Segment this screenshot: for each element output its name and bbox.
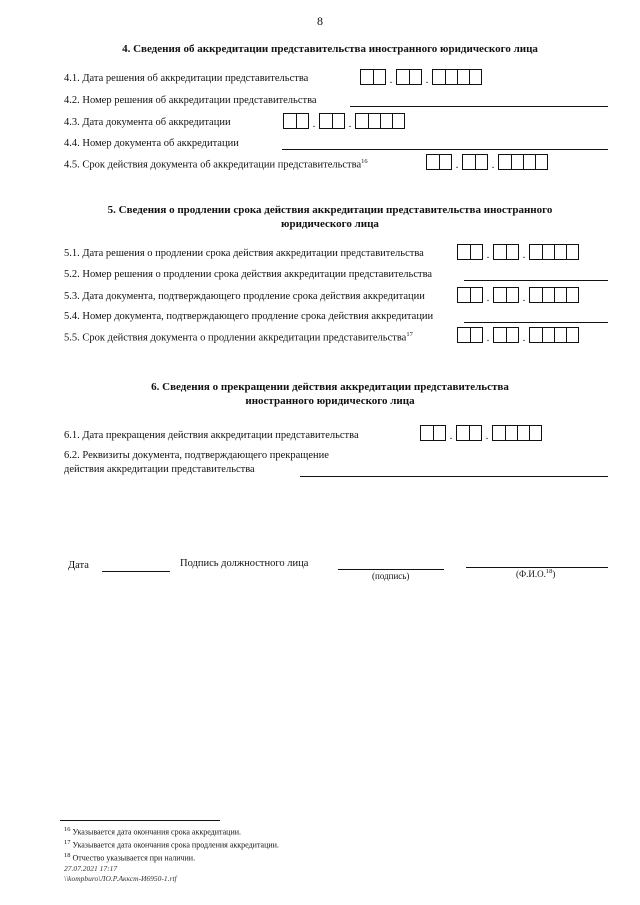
section-4-title: 4. Сведения об аккредитации представительства иностранного юридического лица — [122, 43, 538, 55]
section-6-title: 6. Сведения о прекращении действия аккредитации представительства иностранного юридического лица — [151, 381, 509, 407]
field-5-5-date[interactable] — [457, 328, 579, 343]
footnote-18: $^{18}$ Отчество указывается при наличии. — [64, 852, 196, 863]
year-boxes[interactable] — [498, 154, 548, 170]
day-boxes[interactable] — [360, 69, 386, 85]
date-label: Дата — [68, 560, 89, 571]
field-5-1-date[interactable] — [457, 245, 579, 260]
day-boxes[interactable] — [457, 327, 483, 343]
signature-line[interactable] — [338, 569, 444, 570]
field-5-2-label: 5.2. Номер решения о продлении срока действия аккредитации представительства — [64, 269, 433, 280]
field-5-3-label: 5.3. Дата документа, подтверждающего продление срока действия аккредитации — [64, 291, 425, 302]
field-6-2-label-line1: 6.2. Реквизиты документа, подтверждающего прекращение — [64, 450, 329, 461]
field-4-4-line[interactable] — [282, 149, 608, 150]
month-boxes[interactable] — [493, 327, 519, 343]
year-boxes[interactable] — [529, 244, 579, 260]
date-separator: . — [389, 74, 393, 86]
year-boxes[interactable] — [529, 327, 579, 343]
date-separator: . — [491, 159, 495, 171]
page-number: 8 — [317, 14, 323, 28]
field-6-2-label-line2: действия аккредитации представительства — [64, 464, 255, 475]
date-separator: . — [485, 430, 489, 442]
date-separator: . — [486, 292, 490, 304]
full-name-caption: (Ф.И.О.$^{18}$) — [516, 568, 556, 579]
footnote-16: $^{16}$ Указывается дата окончания срока аккредитации. — [64, 826, 242, 837]
field-5-3-date[interactable] — [457, 288, 579, 303]
field-6-1-label: 6.1. Дата прекращения действия аккредитации представительства — [64, 430, 359, 441]
year-boxes[interactable] — [432, 69, 482, 85]
field-4-2-label: 4.2. Номер решения об аккредитации представительства — [64, 95, 317, 106]
date-separator: . — [486, 249, 490, 261]
field-5-5-label: 5.5. Срок действия документа о продлении аккредитации представительства$^{17}$ — [64, 331, 413, 344]
footnote-separator — [60, 820, 220, 821]
print-timestamp: 27.07.2021 17:17 — [64, 864, 118, 873]
date-separator: . — [312, 118, 316, 130]
year-boxes[interactable] — [355, 113, 405, 129]
field-4-5-date[interactable] — [426, 155, 548, 170]
month-boxes[interactable] — [456, 425, 482, 441]
file-path: \\kompburo\ЛО.Р.Аккст-И6950-1.rtf — [64, 874, 177, 883]
field-5-4-line[interactable] — [464, 322, 608, 323]
day-boxes[interactable] — [426, 154, 452, 170]
field-4-1-label: 4.1. Дата решения об аккредитации представительства — [64, 73, 309, 84]
year-boxes[interactable] — [492, 425, 542, 441]
day-boxes[interactable] — [457, 287, 483, 303]
date-line[interactable] — [102, 571, 170, 572]
field-4-3-label: 4.3. Дата документа об аккредитации — [64, 117, 231, 128]
field-5-4-label: 5.4. Номер документа, подтверждающего продление срока действия аккредитации — [64, 311, 434, 322]
year-boxes[interactable] — [529, 287, 579, 303]
date-separator: . — [455, 159, 459, 171]
footnote-17: $^{17}$ Указывается дата окончания срока продления аккредитации. — [64, 839, 279, 850]
date-separator: . — [348, 118, 352, 130]
month-boxes[interactable] — [493, 244, 519, 260]
date-separator: . — [486, 332, 490, 344]
field-4-5-label: 4.5. Срок действия документа об аккредитации представительства$^{16}$ — [64, 158, 368, 171]
date-separator: . — [522, 332, 526, 344]
date-separator: . — [449, 430, 453, 442]
day-boxes[interactable] — [283, 113, 309, 129]
section-5-title: 5. Сведения о продлении срока действия аккредитации представительства иностранного юридического лица — [107, 204, 553, 230]
day-boxes[interactable] — [457, 244, 483, 260]
month-boxes[interactable] — [319, 113, 345, 129]
field-4-3-date[interactable] — [283, 114, 405, 129]
signature-caption: (подпись) — [372, 571, 410, 581]
field-5-1-label: 5.1. Дата решения о продлении срока действия аккредитации представительства — [64, 248, 424, 259]
field-4-4-label: 4.4. Номер документа об аккредитации — [64, 138, 239, 149]
month-boxes[interactable] — [462, 154, 488, 170]
date-separator: . — [522, 292, 526, 304]
month-boxes[interactable] — [396, 69, 422, 85]
field-5-2-line[interactable] — [464, 280, 608, 281]
field-4-1-date[interactable] — [360, 70, 482, 85]
day-boxes[interactable] — [420, 425, 446, 441]
field-4-2-line[interactable] — [350, 106, 608, 107]
date-separator: . — [522, 249, 526, 261]
month-boxes[interactable] — [493, 287, 519, 303]
field-6-2-line[interactable] — [300, 476, 608, 477]
date-separator: . — [425, 74, 429, 86]
official-signature-label: Подпись должностного лица — [180, 558, 309, 569]
field-6-1-date[interactable] — [420, 426, 542, 441]
